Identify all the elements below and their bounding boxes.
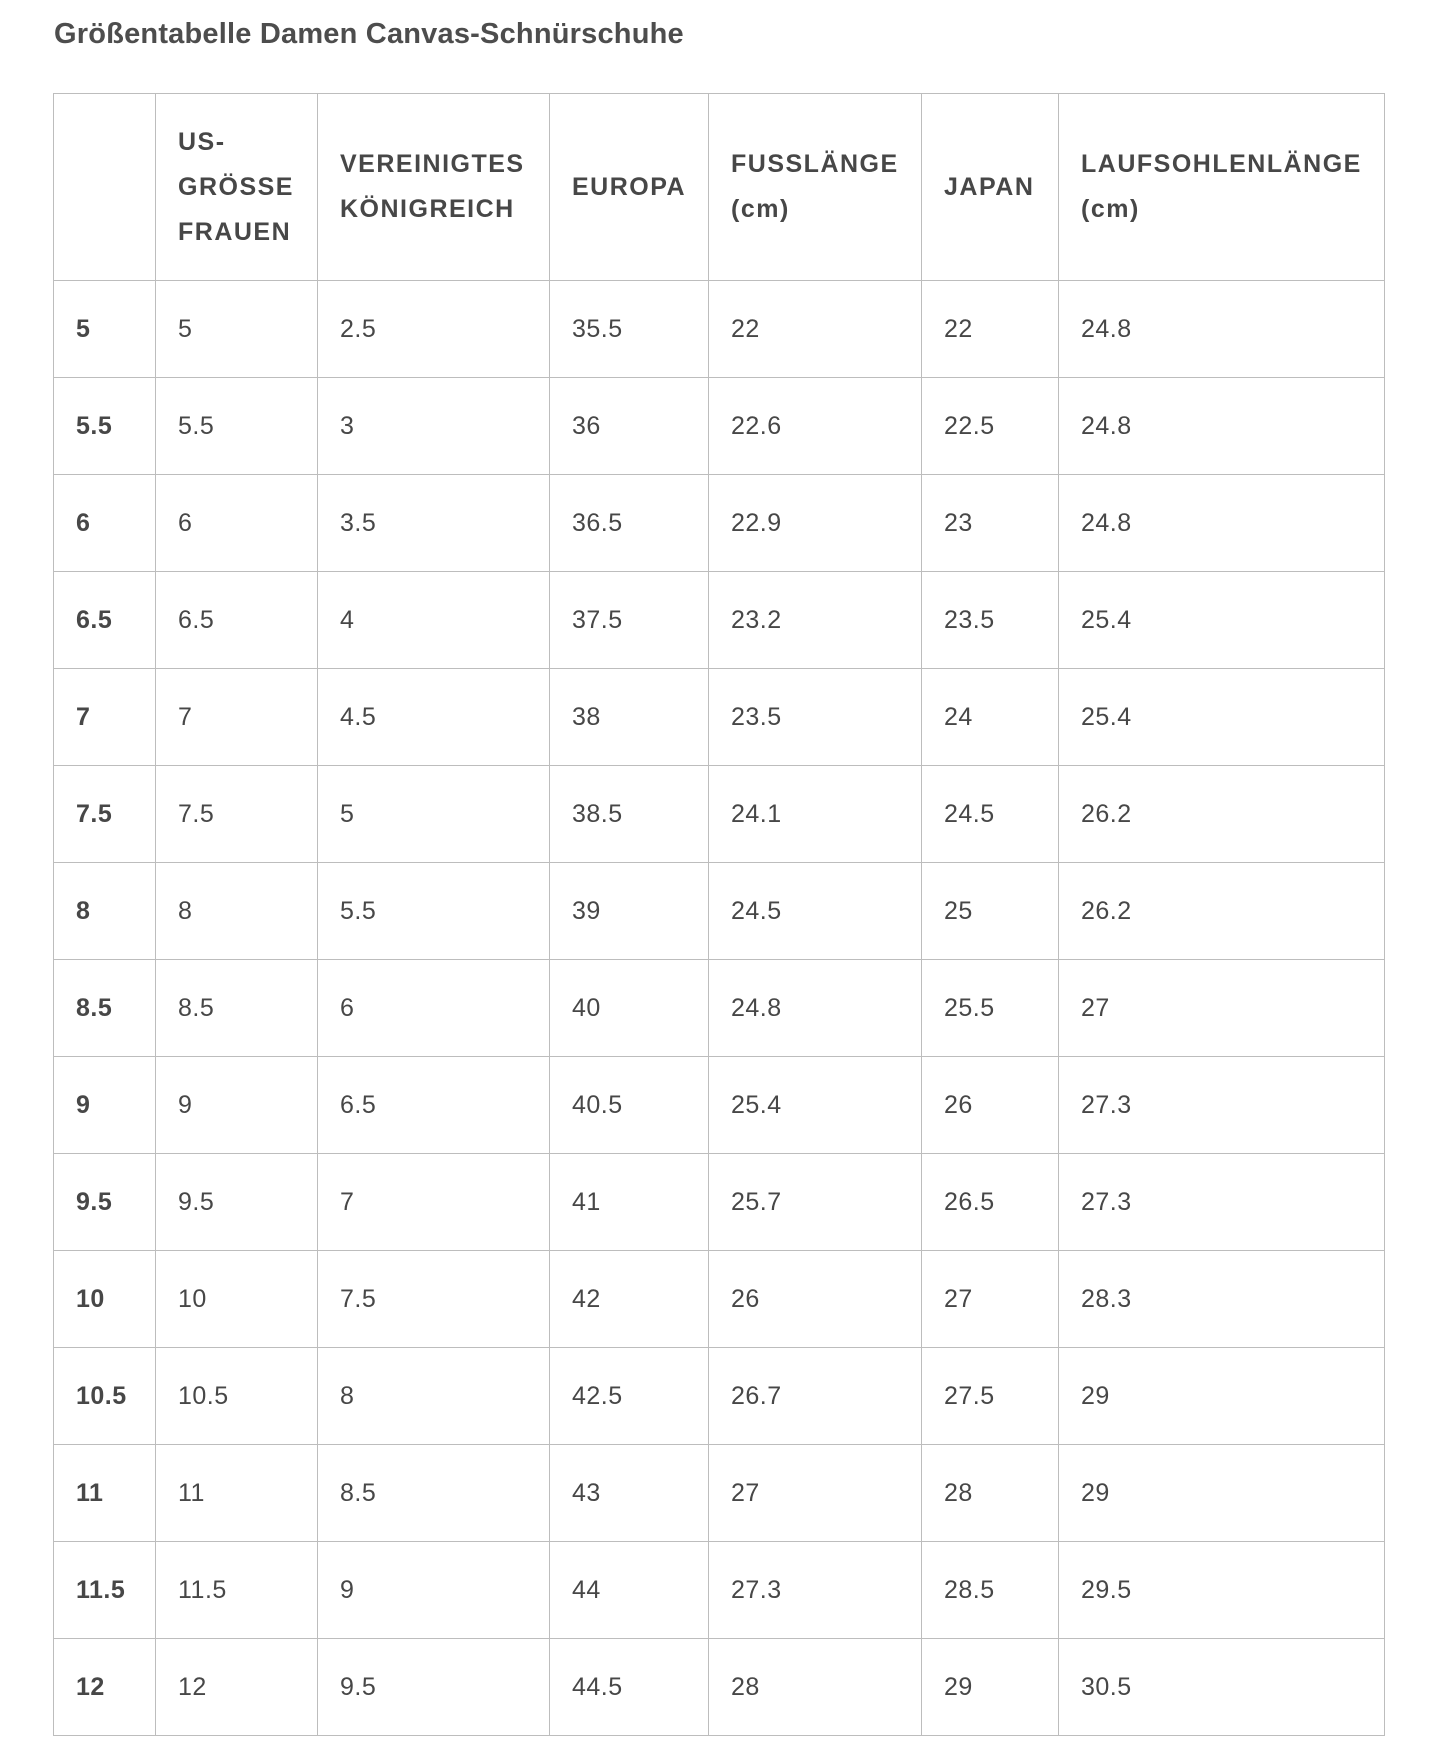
table-cell: 25.7 — [709, 1154, 922, 1251]
column-header-sole — [1059, 94, 1385, 281]
table-row — [54, 863, 1385, 960]
table-cell: 23.2 — [709, 572, 922, 669]
table-row — [54, 281, 1385, 378]
table-cell: 38.5 — [550, 766, 709, 863]
table-row — [54, 1251, 1385, 1348]
table-cell: 7.5 — [156, 766, 318, 863]
table-cell: 12 — [156, 1639, 318, 1736]
table-row — [54, 475, 1385, 572]
table-cell: 5 — [318, 766, 550, 863]
table-cell: 24.1 — [709, 766, 922, 863]
table-cell: 5.5 — [156, 378, 318, 475]
table-cell: 27 — [709, 1445, 922, 1542]
table-cell: 25.4 — [1059, 572, 1385, 669]
column-header-line: LAUFSOHLENLÄNGE — [1081, 150, 1362, 178]
table-cell: 25.4 — [1059, 669, 1385, 766]
table-cell: 22.9 — [709, 475, 922, 572]
table-cell: 26 — [709, 1251, 922, 1348]
row-header-cell: 7 — [54, 669, 156, 766]
column-header-foot — [709, 94, 922, 281]
column-header-line: KÖNIGREICH — [340, 195, 515, 223]
table-cell: 29 — [922, 1639, 1059, 1736]
table-cell: 23.5 — [922, 572, 1059, 669]
table-cell: 40 — [550, 960, 709, 1057]
table-cell: 7 — [318, 1154, 550, 1251]
table-body — [54, 281, 1385, 1736]
column-header-eu — [550, 94, 709, 281]
row-header-cell: 8 — [54, 863, 156, 960]
table-cell: 6 — [156, 475, 318, 572]
table-row — [54, 766, 1385, 863]
table-cell: 30.5 — [1059, 1639, 1385, 1736]
table-cell: 25 — [922, 863, 1059, 960]
table-cell: 8 — [318, 1348, 550, 1445]
table-cell: 9.5 — [318, 1639, 550, 1736]
table-cell: 38 — [550, 669, 709, 766]
table-cell: 4 — [318, 572, 550, 669]
table-cell: 41 — [550, 1154, 709, 1251]
table-row — [54, 960, 1385, 1057]
table-cell: 27 — [922, 1251, 1059, 1348]
table-cell: 27.3 — [1059, 1057, 1385, 1154]
table-cell: 9.5 — [156, 1154, 318, 1251]
table-cell: 26 — [922, 1057, 1059, 1154]
page-title: Größentabelle Damen Canvas-Schnürschuhe — [54, 18, 684, 50]
table-cell: 3 — [318, 378, 550, 475]
table-cell: 24.8 — [1059, 378, 1385, 475]
table-cell: 39 — [550, 863, 709, 960]
column-header-line: VEREINIGTES — [340, 150, 525, 178]
table-cell: 7.5 — [318, 1251, 550, 1348]
row-header-cell: 9 — [54, 1057, 156, 1154]
table-cell: 26.2 — [1059, 863, 1385, 960]
table-cell: 26.7 — [709, 1348, 922, 1445]
table-cell: 2.5 — [318, 281, 550, 378]
table-cell: 27.3 — [709, 1542, 922, 1639]
table-cell: 24.5 — [922, 766, 1059, 863]
table-cell: 24.8 — [1059, 281, 1385, 378]
table-cell: 5.5 — [318, 863, 550, 960]
table-cell: 22.6 — [709, 378, 922, 475]
table-cell: 9 — [156, 1057, 318, 1154]
row-header-cell: 5 — [54, 281, 156, 378]
table-cell: 37.5 — [550, 572, 709, 669]
table-cell: 4.5 — [318, 669, 550, 766]
row-header-cell: 6 — [54, 475, 156, 572]
table-cell: 6 — [318, 960, 550, 1057]
table-row — [54, 572, 1385, 669]
table-cell: 28 — [709, 1639, 922, 1736]
table-cell: 29 — [1059, 1348, 1385, 1445]
table-row — [54, 1542, 1385, 1639]
table-cell: 7 — [156, 669, 318, 766]
table-cell: 23 — [922, 475, 1059, 572]
table-cell: 36.5 — [550, 475, 709, 572]
table-cell: 40.5 — [550, 1057, 709, 1154]
table-cell: 28 — [922, 1445, 1059, 1542]
row-header-cell: 11 — [54, 1445, 156, 1542]
table-cell: 24.8 — [1059, 475, 1385, 572]
column-header-jp — [922, 94, 1059, 281]
row-header-cell: 12 — [54, 1639, 156, 1736]
table-cell: 10 — [156, 1251, 318, 1348]
table-cell: 8.5 — [156, 960, 318, 1057]
table-cell: 27.5 — [922, 1348, 1059, 1445]
column-header-line: JAPAN — [944, 172, 1035, 201]
table-row — [54, 1057, 1385, 1154]
column-header-line: FRAUEN — [178, 217, 292, 246]
table-cell: 11.5 — [156, 1542, 318, 1639]
table-row — [54, 1348, 1385, 1445]
row-header-cell: 7.5 — [54, 766, 156, 863]
table-cell: 22 — [922, 281, 1059, 378]
column-header-line: FUSSLÄNGE — [731, 150, 899, 178]
size-table — [53, 93, 1385, 1736]
table-cell: 44 — [550, 1542, 709, 1639]
table-cell: 28.3 — [1059, 1251, 1385, 1348]
table-cell: 29.5 — [1059, 1542, 1385, 1639]
table-cell: 8.5 — [318, 1445, 550, 1542]
table-cell: 23.5 — [709, 669, 922, 766]
row-header-cell: 6.5 — [54, 572, 156, 669]
table-cell: 36 — [550, 378, 709, 475]
table-cell: 24.5 — [709, 863, 922, 960]
header-row — [54, 94, 1385, 281]
row-header-cell: 5.5 — [54, 378, 156, 475]
row-header-cell: 10.5 — [54, 1348, 156, 1445]
table-cell: 29 — [1059, 1445, 1385, 1542]
table-cell: 8 — [156, 863, 318, 960]
table-cell: 6.5 — [156, 572, 318, 669]
column-header-us — [156, 94, 318, 281]
table-row — [54, 1639, 1385, 1736]
column-header-line: (cm) — [731, 195, 790, 223]
table-cell: 22 — [709, 281, 922, 378]
row-header-cell: 9.5 — [54, 1154, 156, 1251]
table-cell: 43 — [550, 1445, 709, 1542]
table-cell: 24 — [922, 669, 1059, 766]
column-header-corner — [54, 94, 156, 281]
column-header-line: EUROPA — [572, 172, 687, 201]
table-cell: 27.3 — [1059, 1154, 1385, 1251]
column-header-uk — [318, 94, 550, 281]
table-cell: 5 — [156, 281, 318, 378]
row-header-cell: 8.5 — [54, 960, 156, 1057]
column-header-line: GRÖSSE — [178, 172, 294, 201]
table-cell: 27 — [1059, 960, 1385, 1057]
table-cell: 44.5 — [550, 1639, 709, 1736]
table-row — [54, 378, 1385, 475]
table-row — [54, 1154, 1385, 1251]
table-cell: 25.5 — [922, 960, 1059, 1057]
table-row — [54, 1445, 1385, 1542]
table-cell: 42.5 — [550, 1348, 709, 1445]
table-cell: 24.8 — [709, 960, 922, 1057]
row-header-cell: 10 — [54, 1251, 156, 1348]
table-cell: 9 — [318, 1542, 550, 1639]
table-cell: 11 — [156, 1445, 318, 1542]
table-row — [54, 669, 1385, 766]
table-cell: 6.5 — [318, 1057, 550, 1154]
table-cell: 26.5 — [922, 1154, 1059, 1251]
table-cell: 25.4 — [709, 1057, 922, 1154]
table-cell: 22.5 — [922, 378, 1059, 475]
column-header-line: US- — [178, 127, 226, 156]
table-cell: 3.5 — [318, 475, 550, 572]
table-cell: 35.5 — [550, 281, 709, 378]
row-header-cell: 11.5 — [54, 1542, 156, 1639]
table-cell: 26.2 — [1059, 766, 1385, 863]
column-header-line: (cm) — [1081, 195, 1140, 223]
table-cell: 28.5 — [922, 1542, 1059, 1639]
table-cell: 42 — [550, 1251, 709, 1348]
table-cell: 10.5 — [156, 1348, 318, 1445]
